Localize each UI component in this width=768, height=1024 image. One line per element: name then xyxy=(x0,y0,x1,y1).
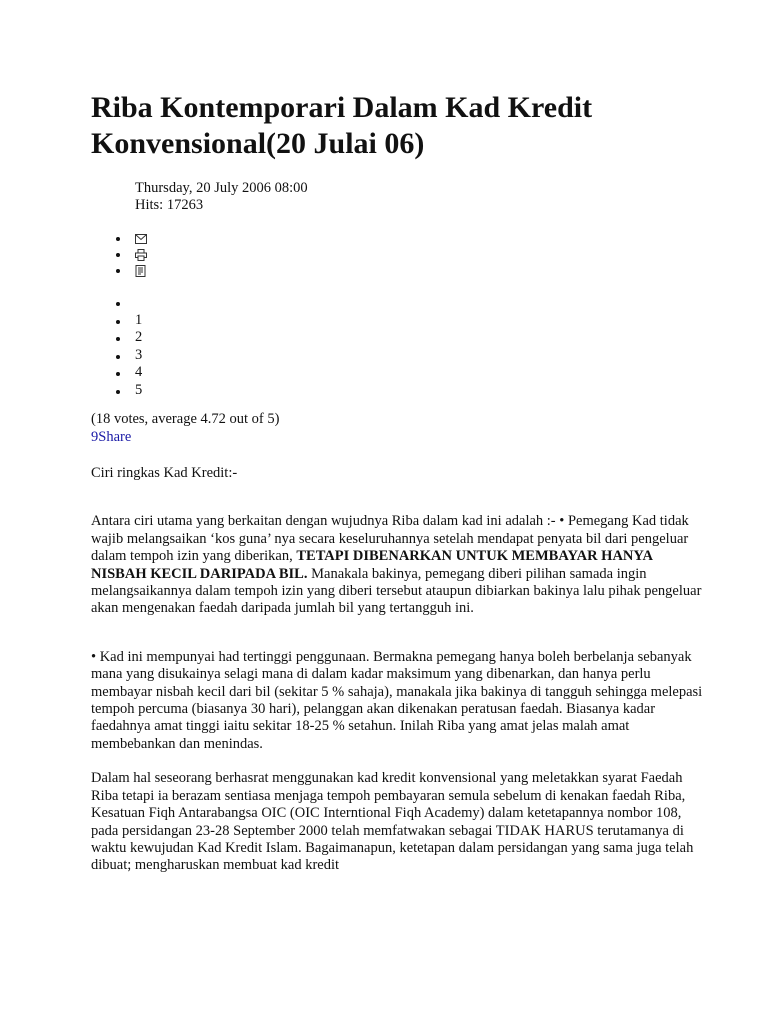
pdf-icon[interactable] xyxy=(135,265,147,277)
paragraph-2: • Kad ini mempunyai had tertinggi penggunaan. Bermakna pemegang hanya boleh berbelanja sebanyak mana yang disukainya selagi mana di dalam kadar maksimum yang dibenarkan, dan hanya perlu membayar nisbah kecil dari bil (sekitar 5 % sahaja), manakala jika bakinya di tangguh sehingga melepasi tempoh percuma (biasanya 30 hari), pelanggan akan dikenakan peratusan faedah. Biasanya kadar faedahnya amat tinggi iaitu sekitar 18-25 % setahun. Inilah Riba yang amat jelas malah amat membebankan dan menindas. xyxy=(91,648,703,752)
rating-option[interactable]: 1 xyxy=(91,312,711,330)
tool-email[interactable] xyxy=(91,230,711,246)
rating-option[interactable]: 5 xyxy=(91,382,711,400)
paragraph-1-bold: TETAPI DIBENARKAN UNTUK MEMBAYAR HANYA NISBAH KECIL DARIPADA BIL. xyxy=(91,548,653,582)
rating-option[interactable] xyxy=(91,294,711,312)
print-icon[interactable] xyxy=(135,249,147,261)
paragraph-3: Dalam hal seseorang berhasrat menggunakan kad kredit konvensional yang meletakkan syarat Faedah Riba tetapi ia berazam sentiasa menjaga tempoh pembayaran semula sebelum di kenakan faedah Riba, Kesatuan Fiqh Antarabangsa OIC (OIC Interntional Fiqh Academy) dalam ketetapannya nombor 108, pada persidangan 23-28 September 2000 telah memfatwakan sebagai TIDAK HARUS terutamanya di waktu kewujudan Kad Kredit Islam. Bagaimanapun, ketetapan dalam persidangan yang sama juga telah dibuat; mengharuskan membuat kad kredit xyxy=(91,770,694,874)
rating-option[interactable]: 2 xyxy=(91,329,711,347)
paragraph-1-text-a: Antara ciri utama yang berkaitan dengan wujudnya Riba dalam kad ini adalah :- • Pemegang Kad tidak wajib melangsaikan ‘kos guna’ nya secara keseluruhannya setelah mendapat penyata bil dari pengeluar dalam tempoh izin yang diberikan, xyxy=(91,513,689,565)
article-tools xyxy=(91,230,711,278)
paragraph-1-text-c: Manakala bakinya, pemegang diberi pilihan samada ingin melangsaikannya dalam tempoh izin yang diberi tersebut ataupun dibiarkan bakinya lalu pihak pengeluar akan mengenakan faedah daripada jumlah bil yang tertangguh ini. xyxy=(91,565,702,617)
article xyxy=(91,90,711,875)
article-date: Thursday, 20 July 2006 08:00 xyxy=(135,180,308,196)
article-hits: Hits: 17263 xyxy=(135,197,204,213)
section-heading: Ciri ringkas Kad Kredit:- xyxy=(91,465,238,481)
rating-option[interactable]: 3 xyxy=(91,347,711,365)
tool-pdf[interactable] xyxy=(91,262,711,278)
rating-option[interactable]: 4 xyxy=(91,364,711,382)
rating-list xyxy=(91,294,711,399)
paragraph-1 xyxy=(91,513,711,617)
tool-print[interactable] xyxy=(91,246,711,262)
rating-summary: (18 votes, average 4.72 out of 5) xyxy=(91,411,280,427)
article-title: Riba Kontemporari Dalam Kad Kredit Konvensional(20 Julai 06) xyxy=(91,91,593,160)
share-link[interactable]: 9Share xyxy=(91,429,132,445)
email-icon[interactable] xyxy=(135,233,147,245)
article-meta xyxy=(135,180,711,214)
